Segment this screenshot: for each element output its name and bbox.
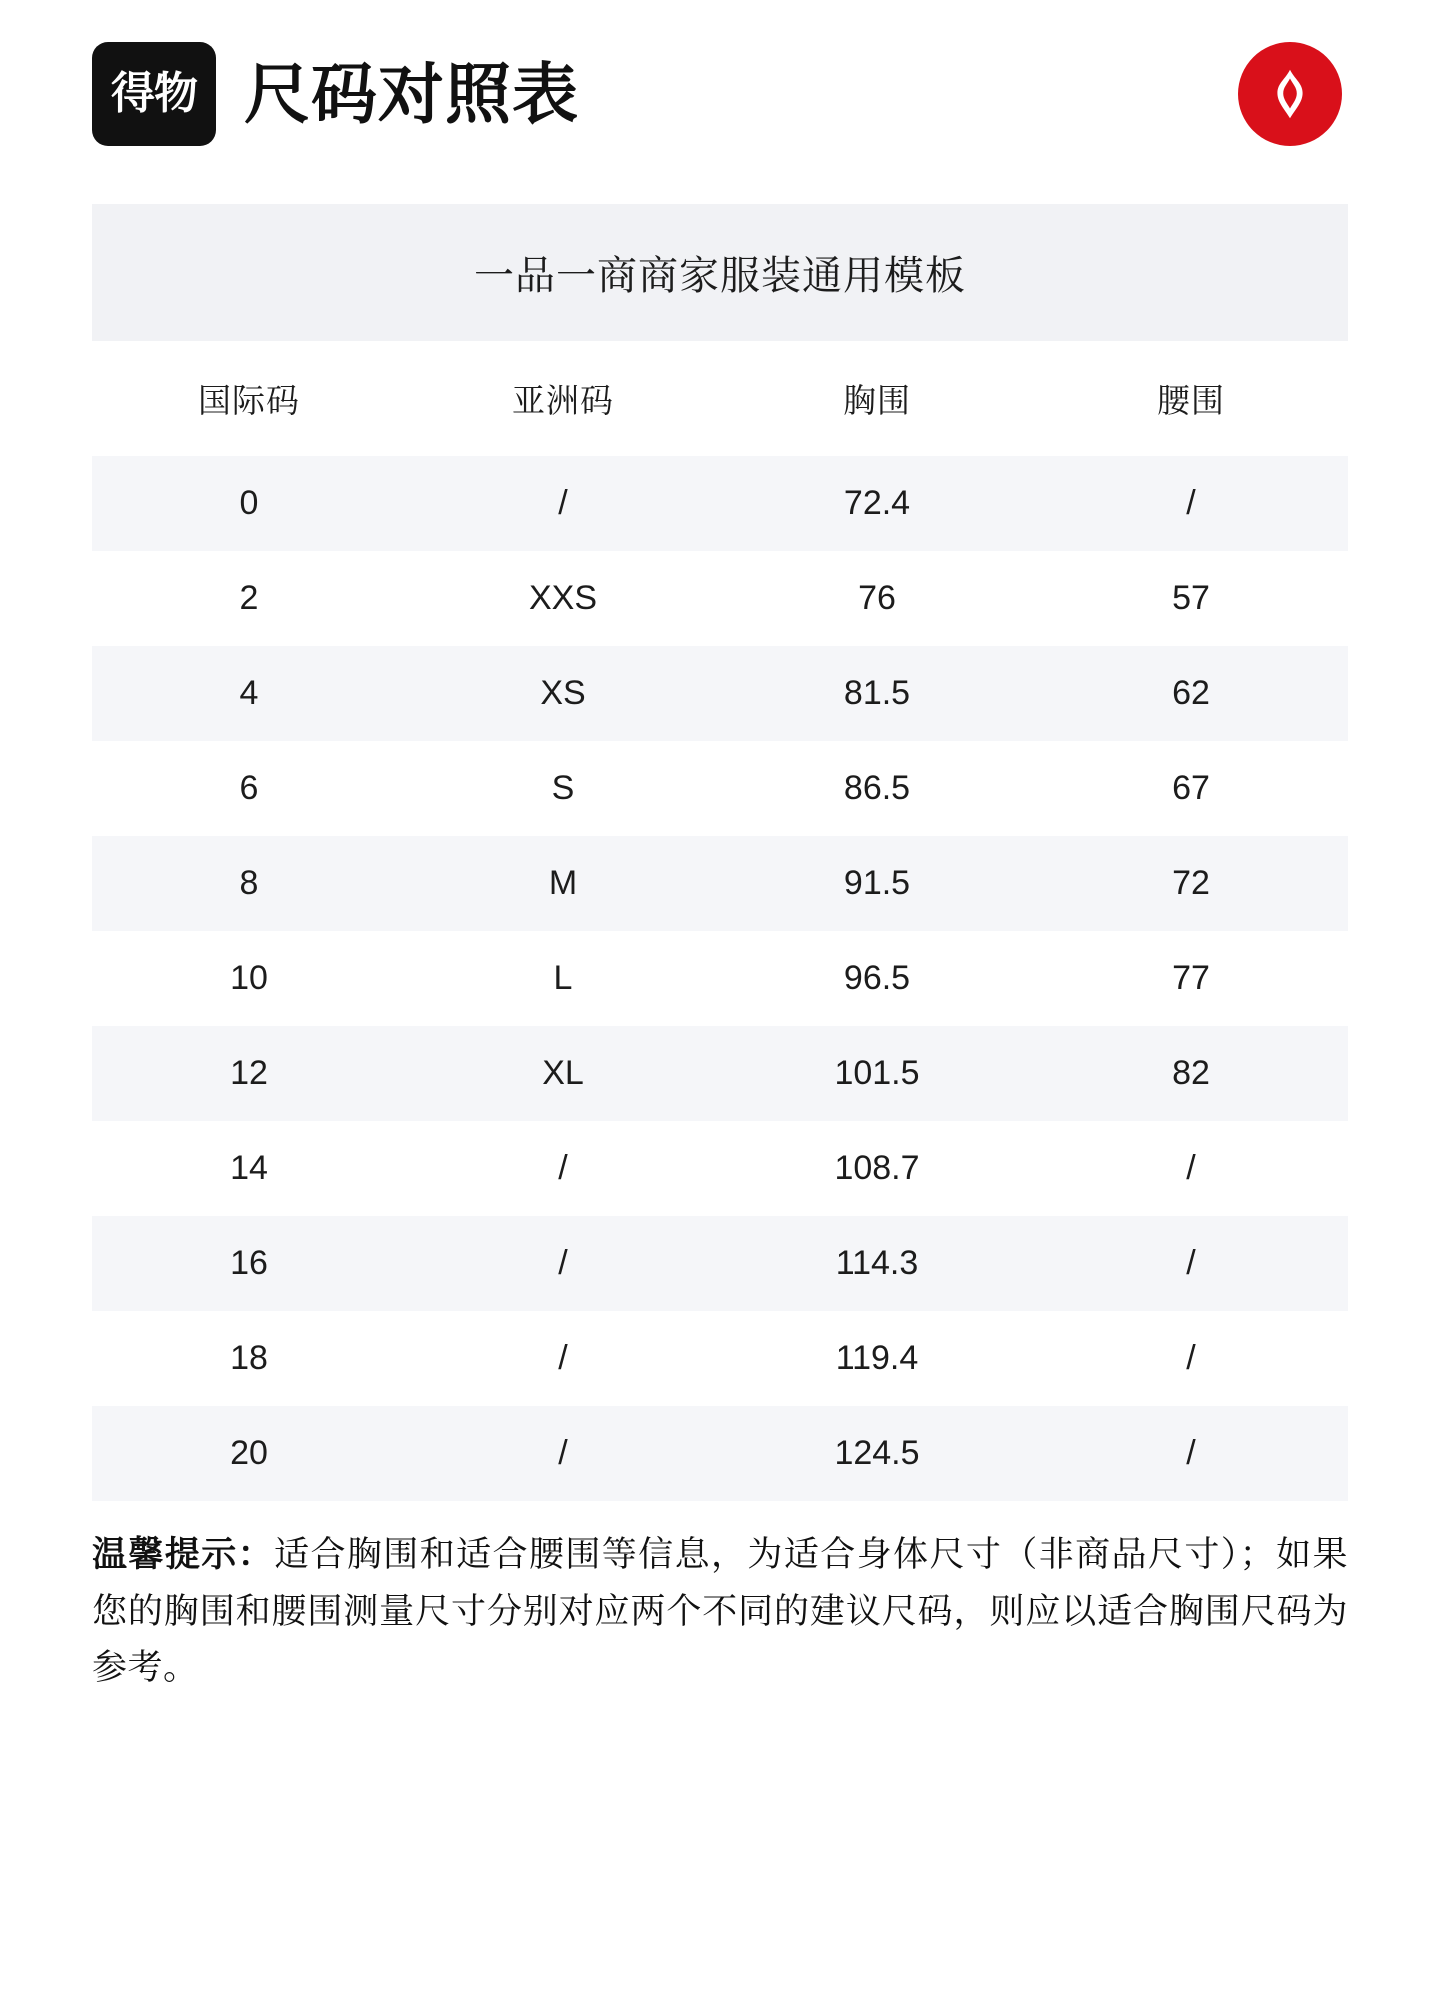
page-header bbox=[92, 0, 1348, 170]
cell-bust: 96.5 bbox=[720, 931, 1034, 1026]
cell-bust: 76 bbox=[720, 551, 1034, 646]
cell-international: 2 bbox=[92, 551, 406, 646]
table-row bbox=[92, 646, 1348, 741]
footnote bbox=[92, 1527, 1348, 1697]
cell-international: 6 bbox=[92, 741, 406, 836]
cell-international: 18 bbox=[92, 1311, 406, 1406]
cell-bust: 108.7 bbox=[720, 1121, 1034, 1216]
cell-asian: / bbox=[406, 456, 720, 551]
column-header-bust: 胸围 bbox=[720, 341, 1034, 456]
cell-asian: S bbox=[406, 741, 720, 836]
cell-asian: / bbox=[406, 1121, 720, 1216]
cell-asian: / bbox=[406, 1406, 720, 1501]
cell-waist: / bbox=[1034, 1311, 1348, 1406]
cell-asian: XS bbox=[406, 646, 720, 741]
size-table-caption: 一品一商商家服装通用模板 bbox=[92, 204, 1348, 341]
table-row bbox=[92, 1216, 1348, 1311]
cell-international: 4 bbox=[92, 646, 406, 741]
cell-international: 14 bbox=[92, 1121, 406, 1216]
cell-bust: 119.4 bbox=[720, 1311, 1034, 1406]
footnote-body: 适合胸围和适合腰围等信息，为适合身体尺寸（非商品尺寸）；如果您的胸围和腰围测量尺寸分别对应两个不同的建议尺码，则应以适合胸围尺码为参考。 bbox=[92, 1535, 1348, 1688]
page-title: 尺码对照表 bbox=[244, 57, 579, 131]
table-row bbox=[92, 551, 1348, 646]
cell-asian: M bbox=[406, 836, 720, 931]
size-table bbox=[92, 341, 1348, 1501]
cell-waist: 77 bbox=[1034, 931, 1348, 1026]
cell-bust: 91.5 bbox=[720, 836, 1034, 931]
size-table-container bbox=[92, 204, 1348, 1501]
footnote-lead: 温馨提示： bbox=[92, 1535, 275, 1574]
cell-bust: 81.5 bbox=[720, 646, 1034, 741]
dewu-brand-badge-label: 得物 bbox=[111, 69, 197, 118]
column-header-international: 国际码 bbox=[92, 341, 406, 456]
cell-bust: 72.4 bbox=[720, 456, 1034, 551]
cell-international: 16 bbox=[92, 1216, 406, 1311]
cell-asian: L bbox=[406, 931, 720, 1026]
cell-waist: / bbox=[1034, 1406, 1348, 1501]
cell-waist: 57 bbox=[1034, 551, 1348, 646]
cell-international: 10 bbox=[92, 931, 406, 1026]
cell-asian: / bbox=[406, 1311, 720, 1406]
cell-bust: 124.5 bbox=[720, 1406, 1034, 1501]
cell-waist: 72 bbox=[1034, 836, 1348, 931]
table-row bbox=[92, 931, 1348, 1026]
table-row bbox=[92, 1406, 1348, 1501]
table-row bbox=[92, 1026, 1348, 1121]
cell-asian: / bbox=[406, 1216, 720, 1311]
column-header-asian: 亚洲码 bbox=[406, 341, 720, 456]
cell-bust: 86.5 bbox=[720, 741, 1034, 836]
table-row bbox=[92, 836, 1348, 931]
size-table-body bbox=[92, 456, 1348, 1501]
cell-waist: / bbox=[1034, 1216, 1348, 1311]
column-header-waist: 腰围 bbox=[1034, 341, 1348, 456]
cell-waist: / bbox=[1034, 1121, 1348, 1216]
cell-international: 12 bbox=[92, 1026, 406, 1121]
table-row bbox=[92, 1311, 1348, 1406]
cell-international: 0 bbox=[92, 456, 406, 551]
lululemon-logo-icon bbox=[1238, 42, 1342, 146]
table-header-row bbox=[92, 341, 1348, 456]
cell-asian: XL bbox=[406, 1026, 720, 1121]
cell-international: 20 bbox=[92, 1406, 406, 1501]
table-row bbox=[92, 456, 1348, 551]
table-row bbox=[92, 1121, 1348, 1216]
cell-waist: 82 bbox=[1034, 1026, 1348, 1121]
cell-bust: 114.3 bbox=[720, 1216, 1034, 1311]
cell-waist: / bbox=[1034, 456, 1348, 551]
cell-bust: 101.5 bbox=[720, 1026, 1034, 1121]
cell-asian: XXS bbox=[406, 551, 720, 646]
table-row bbox=[92, 741, 1348, 836]
cell-waist: 67 bbox=[1034, 741, 1348, 836]
cell-international: 8 bbox=[92, 836, 406, 931]
cell-waist: 62 bbox=[1034, 646, 1348, 741]
dewu-brand-badge bbox=[92, 42, 216, 146]
size-table-head bbox=[92, 341, 1348, 456]
